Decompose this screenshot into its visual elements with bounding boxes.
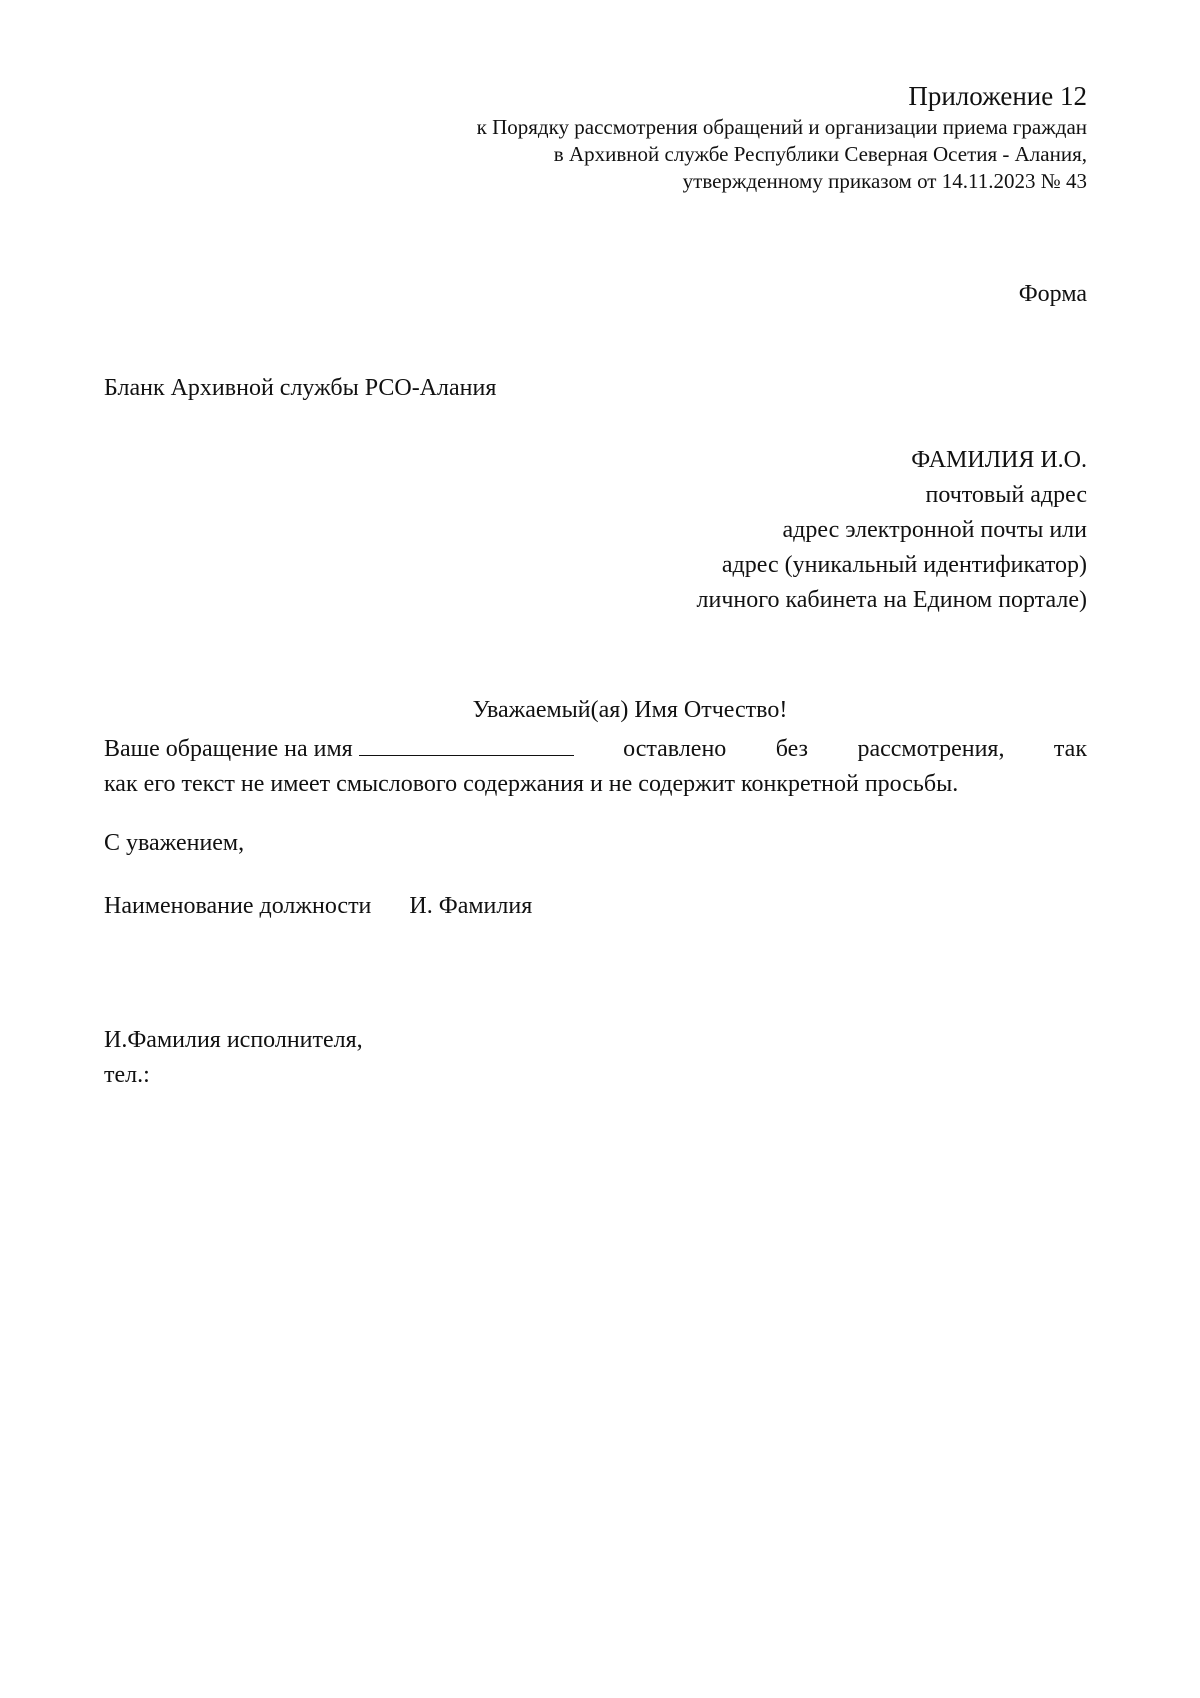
letterhead-label: Бланк Архивной службы РСО-Алания <box>104 375 497 401</box>
body-word: рассмотрения, <box>857 736 1005 762</box>
body-start <box>104 732 574 767</box>
appendix-line: утвержденному приказом от 14.11.2023 № 43 <box>682 169 1087 193</box>
recipient-block <box>697 443 1088 618</box>
form-label: Форма <box>1018 281 1087 307</box>
executor-phone: тел.: <box>104 1062 150 1088</box>
name-blank-field <box>359 733 574 756</box>
letter-body <box>104 732 1087 802</box>
recipient-line: адрес электронной почты или <box>782 517 1087 543</box>
body-word: без <box>775 736 809 762</box>
body-word: так <box>1053 736 1087 762</box>
signer-name: И. Фамилия <box>409 893 533 919</box>
appendix-header <box>477 78 1087 195</box>
letter-closing: С уважением, <box>104 830 245 856</box>
signature-line <box>104 893 532 920</box>
position-title: Наименование должности <box>104 893 372 919</box>
executor-name: И.Фамилия исполнителя, <box>104 1027 363 1053</box>
appendix-line: в Архивной службе Республики Северная Осетия - Алания, <box>553 142 1087 166</box>
letter-body-line <box>104 732 1087 767</box>
letter-greeting: Уважаемый(ая) Имя Отчество! <box>472 697 788 723</box>
appendix-title: Приложение 12 <box>908 81 1087 111</box>
body-word: оставлено <box>623 736 727 762</box>
recipient-line: адрес (уникальный идентификатор) <box>721 552 1087 578</box>
body-start-text: Ваше обращение на имя <box>104 736 353 762</box>
appendix-line: к Порядку рассмотрения обращений и организации приема граждан <box>476 115 1087 139</box>
recipient-name: ФАМИЛИЯ И.О. <box>911 447 1087 473</box>
executor-block <box>104 1023 363 1093</box>
recipient-line: личного кабинета на Едином портале) <box>696 587 1087 613</box>
letter-body-line: как его текст не имеет смыслового содержания и не содержит конкретной просьбы. <box>104 771 959 797</box>
recipient-line: почтовый адрес <box>925 482 1087 508</box>
